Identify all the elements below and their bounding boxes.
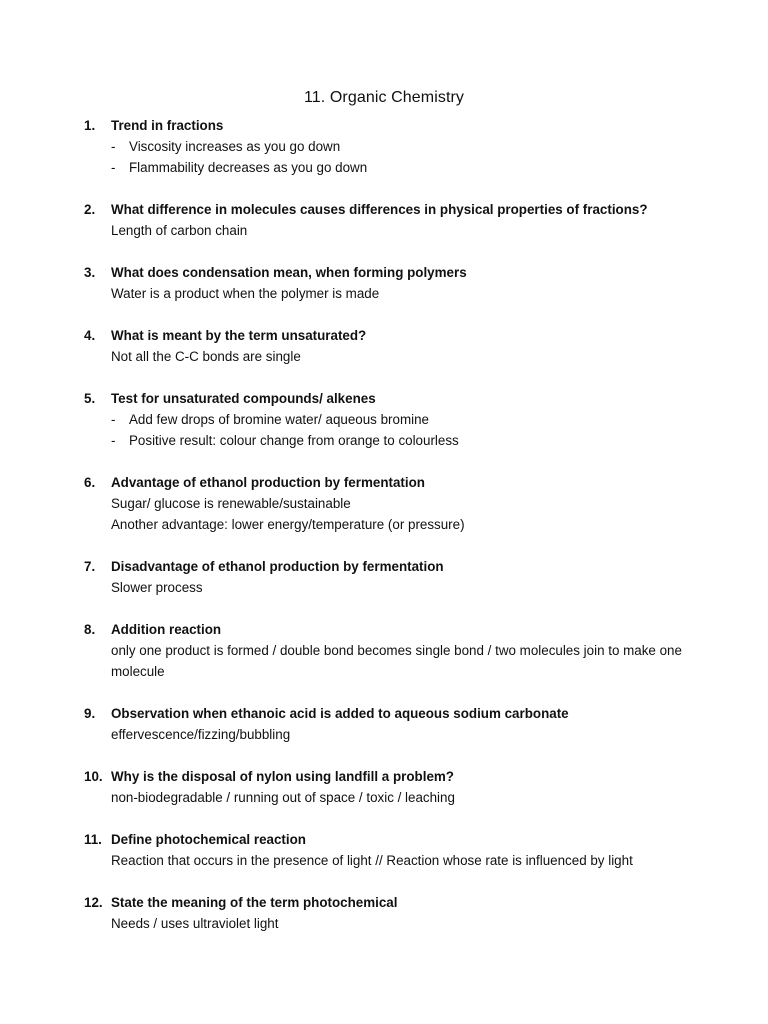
answer-text: Needs / uses ultraviolet light (111, 916, 279, 931)
question-number: 4. (84, 328, 96, 343)
question-text: Trend in fractions (111, 118, 224, 133)
bullet-text: Flammability decreases as you go down (129, 160, 368, 175)
question-number: 5. (84, 391, 96, 406)
question-text: Advantage of ethanol production by fermentation (111, 475, 425, 490)
bullet-dash: - (111, 433, 116, 448)
question-number: 12. (84, 895, 103, 910)
answer-text: Slower process (111, 580, 203, 595)
question-number: 9. (84, 706, 96, 721)
question-item (0, 556, 768, 598)
question-number: 3. (84, 265, 96, 280)
question-number: 7. (84, 559, 96, 574)
answer-bullet (111, 157, 728, 178)
question-text: Observation when ethanoic acid is added to aqueous sodium carbonate (111, 706, 569, 721)
answer-text: non-biodegradable / running out of space / toxic / leaching (111, 790, 455, 805)
question-item (0, 388, 768, 451)
question-item (0, 325, 768, 367)
answer-bullet (111, 430, 728, 451)
question-number: 8. (84, 622, 96, 637)
question-list (0, 115, 768, 934)
answer-text: Another advantage: lower energy/temperature (or pressure) (111, 517, 465, 532)
answer-bullet (111, 409, 728, 430)
bullet-text: Add few drops of bromine water/ aqueous bromine (129, 412, 429, 427)
answer-text: only one product is formed / double bond becomes single bond / two molecules join to make one molecule (111, 643, 682, 679)
question-item (0, 115, 768, 178)
answer-text: Sugar/ glucose is renewable/sustainable (111, 496, 351, 511)
question-text: State the meaning of the term photochemical (111, 895, 398, 910)
question-text: Disadvantage of ethanol production by fermentation (111, 559, 444, 574)
bullet-text: Viscosity increases as you go down (129, 139, 341, 154)
question-number: 10. (84, 769, 103, 784)
question-item (0, 829, 768, 871)
bullet-dash: - (111, 139, 116, 154)
answer-text: Not all the C-C bonds are single (111, 349, 301, 364)
page-title: 11. Organic Chemistry (303, 89, 465, 106)
question-item (0, 262, 768, 304)
question-item (0, 766, 768, 808)
bullet-text: Positive result: colour change from orange to colourless (129, 433, 459, 448)
question-text: Why is the disposal of nylon using landfill a problem? (111, 769, 454, 784)
question-number: 1. (84, 118, 96, 133)
answer-text: effervescence/fizzing/bubbling (111, 727, 291, 742)
answer-text: Length of carbon chain (111, 223, 248, 238)
bullet-dash: - (111, 412, 116, 427)
question-text: Define photochemical reaction (111, 832, 306, 847)
question-text: What difference in molecules causes differences in physical properties of fractions? (111, 202, 648, 217)
question-number: 11. (84, 832, 102, 847)
question-text: What does condensation mean, when forming polymers (111, 265, 467, 280)
question-text: Test for unsaturated compounds/ alkenes (111, 391, 376, 406)
question-number: 2. (84, 202, 96, 217)
question-text: What is meant by the term unsaturated? (111, 328, 367, 343)
answer-bullet (111, 136, 728, 157)
question-item (0, 703, 768, 745)
question-item (0, 619, 768, 682)
question-text: Addition reaction (111, 622, 222, 637)
question-item (0, 472, 768, 535)
question-item (0, 199, 768, 241)
question-item (0, 892, 768, 934)
bullet-dash: - (111, 160, 116, 175)
question-number: 6. (84, 475, 96, 490)
answer-text: Reaction that occurs in the presence of light // Reaction whose rate is influenced by light (111, 853, 633, 868)
answer-text: Water is a product when the polymer is made (111, 286, 380, 301)
